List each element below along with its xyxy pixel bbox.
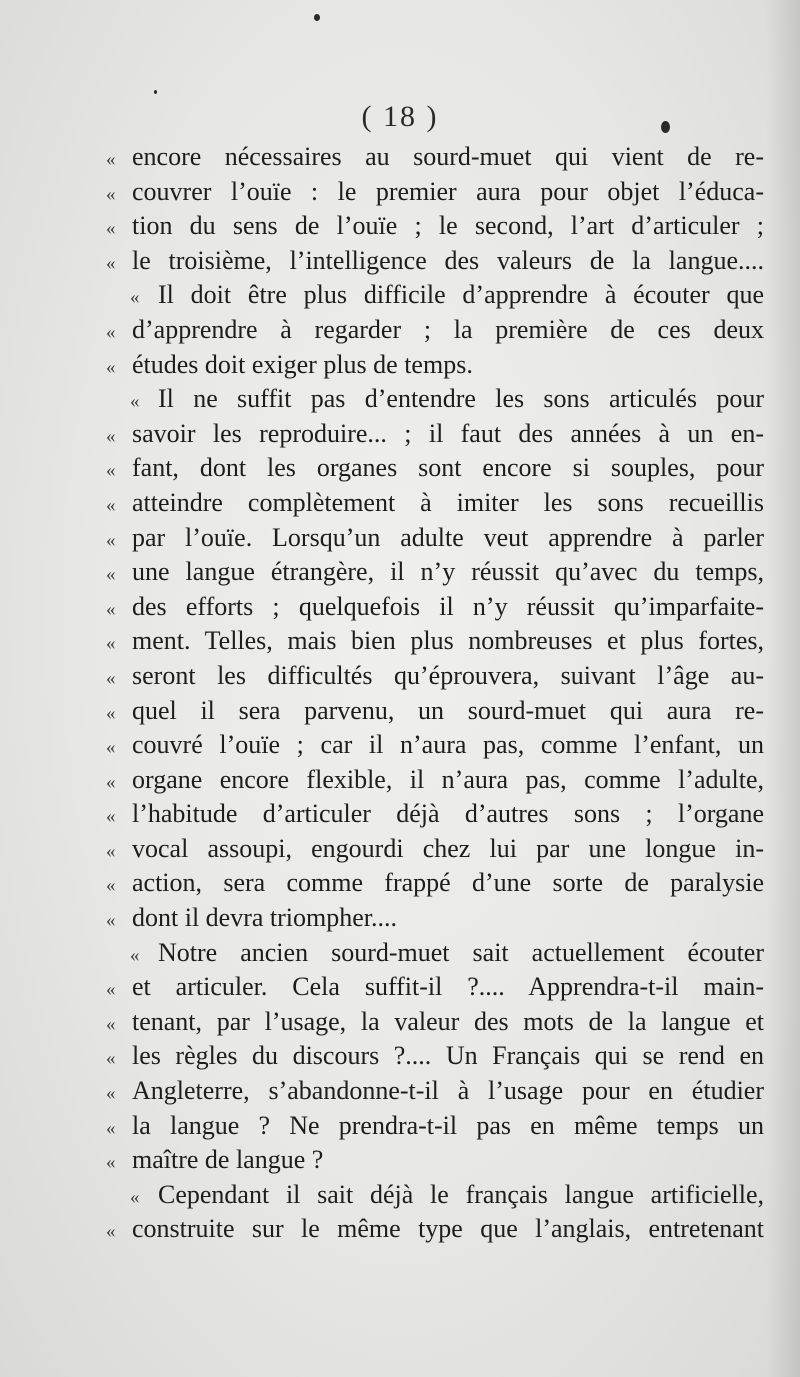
line-text: savoir les reproduire... ; il faut des années à un en-	[132, 418, 764, 448]
line-text: couvrer l’ouïe : le premier aura pour objet l’éduca-	[132, 176, 764, 206]
line-text: quel il sera parvenu, un sourd-muet qui aura re-	[132, 695, 764, 725]
text-line	[92, 1039, 764, 1074]
text-line	[92, 1074, 764, 1109]
text-line	[92, 417, 764, 452]
line-text: le troisième, l’intelligence des valeurs de la langue....	[132, 245, 764, 275]
text-line	[92, 866, 764, 901]
quote-mark: «	[106, 529, 116, 551]
quote-mark: «	[130, 287, 140, 309]
text-line	[92, 348, 764, 383]
quote-mark: «	[106, 149, 116, 170]
quote-mark: «	[106, 1117, 116, 1139]
text-line	[92, 624, 764, 659]
text-line	[92, 140, 764, 175]
text-line	[92, 763, 764, 798]
text-line	[92, 555, 764, 590]
quote-mark: «	[106, 183, 116, 205]
line-text: dont il devra triompher....	[132, 903, 398, 933]
line-text: maître de langue ?	[132, 1145, 324, 1175]
line-text: fant, dont les organes sont encore si souples, pour	[132, 453, 764, 483]
quote-mark: «	[106, 737, 116, 759]
quote-mark: «	[106, 218, 116, 240]
text-line	[92, 209, 764, 244]
body-text	[92, 140, 764, 1247]
text-line	[92, 936, 764, 971]
line-text: vocal assoupi, engourdi chez lui par une longue in-	[132, 833, 764, 863]
line-text: action, sera comme frappé d’une sorte de paralysie	[132, 868, 764, 898]
quote-mark: «	[106, 667, 116, 689]
quote-mark: «	[106, 321, 116, 343]
line-text: tenant, par l’usage, la valeur des mots de la langue et	[132, 1006, 764, 1036]
text-line	[92, 901, 764, 936]
text-line	[92, 832, 764, 867]
line-text: d’apprendre à regarder ; la première de ces deux	[132, 314, 764, 344]
text-line	[92, 175, 764, 210]
quote-mark: «	[106, 806, 116, 828]
ink-speck	[154, 90, 157, 94]
quote-mark: «	[106, 702, 116, 724]
text-line	[92, 797, 764, 832]
line-text: l’habitude d’articuler déjà d’autres sons ; l’organe	[132, 799, 764, 829]
quote-mark: «	[106, 1221, 116, 1243]
quote-mark: «	[106, 771, 116, 793]
quote-mark: «	[106, 875, 116, 897]
line-text: la langue ? Ne prendra-t-il pas en même temps un	[132, 1110, 764, 1140]
text-line	[92, 694, 764, 729]
text-line	[92, 1212, 764, 1247]
quote-mark: «	[130, 391, 140, 413]
quote-mark: «	[106, 633, 116, 655]
line-text: par l’ouïe. Lorsqu’un adulte veut apprendre à parler	[132, 522, 764, 552]
quote-mark: «	[106, 1083, 116, 1105]
text-line	[92, 1178, 764, 1213]
text-line	[92, 1143, 764, 1178]
line-text: et articuler. Cela suffit-il ?.... Apprendra-t-il main-	[132, 972, 764, 1002]
line-text: construite sur le même type que l’anglais, entretenant	[132, 1214, 764, 1244]
quote-mark: «	[106, 910, 116, 932]
quote-mark: «	[106, 425, 116, 447]
quote-mark: «	[106, 494, 116, 516]
page-number: ( 18 )	[361, 100, 439, 133]
line-text: couvré l’ouïe ; car il n’aura pas, comme l’enfant, un	[132, 730, 764, 760]
text-line	[92, 1109, 764, 1144]
line-text: les règles du discours ?.... Un Français qui se rend en	[132, 1041, 764, 1071]
text-line	[92, 970, 764, 1005]
line-text: ment. Telles, mais bien plus nombreuses et plus fortes,	[132, 626, 764, 656]
text-line	[92, 521, 764, 556]
text-line	[92, 590, 764, 625]
quote-mark: «	[106, 460, 116, 482]
text-line	[92, 278, 764, 313]
page-edge-shadow	[766, 0, 800, 1377]
quote-mark: «	[106, 1048, 116, 1070]
line-text: atteindre complètement à imiter les sons recueillis	[132, 487, 764, 517]
line-text: organe encore flexible, il n’aura pas, comme l’adulte,	[132, 764, 764, 794]
line-text: études doit exiger plus de temps.	[132, 349, 473, 379]
text-line	[92, 244, 764, 279]
text-line	[92, 728, 764, 763]
quote-mark: «	[106, 564, 116, 586]
quote-mark: «	[106, 1152, 116, 1174]
line-text: tion du sens de l’ouïe ; le second, l’art d’articuler ;	[132, 211, 764, 241]
line-text: Notre ancien sourd-muet sait actuellement écouter	[158, 937, 764, 967]
line-text: Il ne suffit pas d’entendre les sons articulés pour	[158, 384, 764, 414]
text-line	[92, 313, 764, 348]
quote-mark: «	[106, 356, 116, 378]
line-text: Cependant il sait déjà le français langue artificielle,	[158, 1179, 764, 1209]
line-text: seront les difficultés qu’éprouvera, suivant l’âge au-	[132, 660, 764, 690]
quote-mark: «	[106, 840, 116, 862]
line-text: une langue étrangère, il n’y réussit qu’avec du temps,	[132, 557, 764, 587]
text-line	[92, 659, 764, 694]
line-text: encore nécessaires au sourd-muet qui vient de re-	[132, 142, 764, 171]
text-line	[92, 451, 764, 486]
ink-speck	[314, 14, 320, 21]
line-text: des efforts ; quelquefois il n’y réussit qu’imparfaite-	[132, 591, 764, 621]
line-text: Il doit être plus difficile d’apprendre à écouter que	[158, 280, 764, 310]
text-line	[92, 1005, 764, 1040]
line-text: Angleterre, s’abandonne-t-il à l’usage pour en étudier	[132, 1076, 764, 1106]
text-line	[92, 486, 764, 521]
quote-mark: «	[106, 598, 116, 620]
quote-mark: «	[130, 1186, 140, 1208]
quote-mark: «	[106, 1013, 116, 1035]
quote-mark: «	[130, 944, 140, 966]
quote-mark: «	[106, 252, 116, 274]
text-line	[92, 382, 764, 417]
quote-mark: «	[106, 979, 116, 1001]
